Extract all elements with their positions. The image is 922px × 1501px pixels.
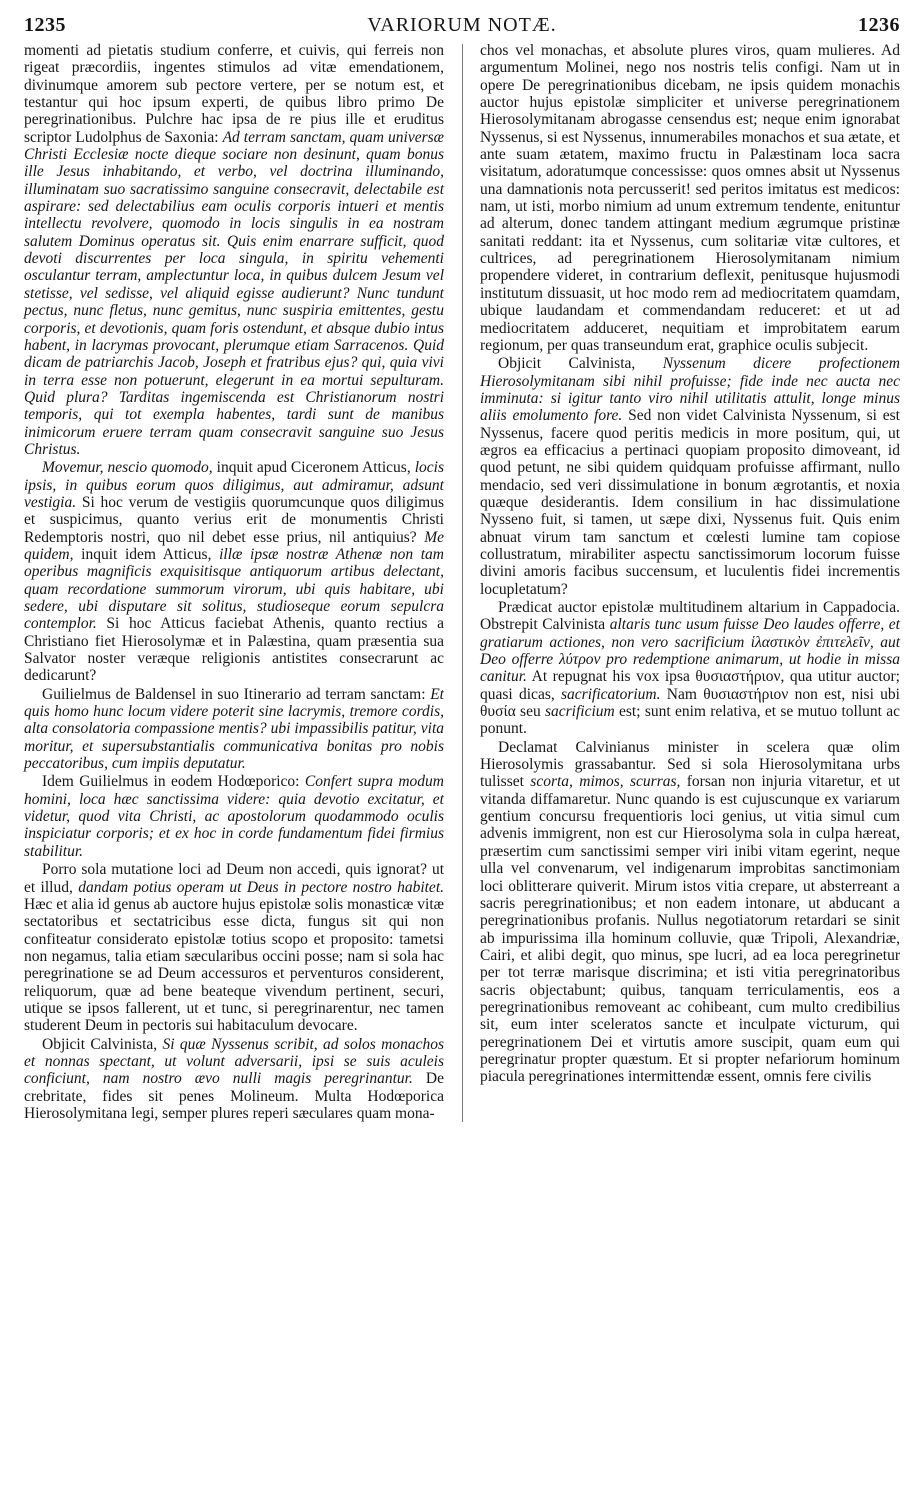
paragraph	[480, 355, 900, 598]
left-column	[24, 42, 444, 1122]
italic-text: scorta, mimos, scurras,	[530, 773, 681, 791]
text-run: Prædicat auctor epistolæ multitudinem altarium in Cappadocia. Obstrepit Calvinista	[480, 599, 900, 634]
running-header	[24, 8, 900, 42]
italic-text: sacrificatorium.	[561, 685, 661, 703]
text-run: Idem Guilielmus in eodem Hodœporico:	[42, 773, 305, 791]
text-run: Si hoc Atticus faciebat Athenis, quanto rectius a Christiano fiet Hierosolymæ et in Palæstina, quam præsentia sua Salvator noster veræque religionis antistites consecrarunt ac dedicarunt?	[24, 615, 444, 685]
left-page-number: 1235	[24, 14, 66, 36]
running-title: VARIORUM NOTÆ.	[367, 14, 557, 36]
text-run: Declamat Calvinianus minister in scelera quæ olim Hierosolymis grassabantur. Sed si sola Hierosolymitana urbs tulisset	[480, 738, 900, 791]
paragraph	[24, 459, 444, 684]
paragraph	[24, 861, 444, 1034]
text-run: At repugnat his vox ipsa θυσιαστήριον, qua utitur auctor; quasi dicas,	[480, 668, 900, 703]
text-run: est; sunt enim relativa, et se mutuo tollunt ac ponunt.	[480, 703, 900, 738]
italic-text: Ad terram sanctam, quam universæ Christi Ecclesiæ nocte dieque sociare non desinunt, quam bonus ille Jesus inhabitando, et verbo, vel doctrina illuminando, illuminatam suo sacratissimo sanguine consecravit, delectabile est aspirare: sed delectabilius eam oculis corporis intueri et mentis intellectu revolvere, quomodo in locis singulis in ea nostram salutem Dominus operatus sit. Quis enim enarrare sufficit, quod devoti discurrentes per loca singula, in spiritu vehementi osculantur terram, amplectuntur loca, in quibus dulcem Jesum vel stetisse, vel sedisse, vel aliquid egisse audierunt? Nunc tundunt pectus, nunc fletus, nunc gemitus, nunc suspiria emittentes, gestu corporis, et devotionis, quam foris ostendunt, et absque dubio intus habent, in lacrymas provocant, plerumque etiam Sarracenos. Quid dicam de patriarchis Jacob, Joseph et fratribus ejus? qui, quia vivi in terra esse non potuerunt, elegerunt in ea mortui sepulturam. Quid plura? Tarditas ingemiscenda est Christianorum nostri temporis, qui tot exempla habentes, tardi sunt de manibus inimicorum eruere terram quam consecravit sanguine suo Jesus Christus.	[24, 128, 444, 458]
paragraph	[24, 42, 444, 458]
italic-text: Me quidem,	[24, 528, 444, 563]
paragraph	[24, 773, 444, 860]
text-run: inquit idem Atticus,	[73, 545, 220, 563]
italic-text: Nyssenum dicere profectionem Hierosolymitanam sibi nihil profuisse; fide inde nec aucta nec imminuta: si igitur tanto viro nihil utilitatis attulit, longe minus aliis emolumento fore.	[480, 355, 900, 425]
column-divider	[462, 44, 463, 1122]
italic-text: dandam potius operam ut Deus in pectore nostro habitet.	[78, 878, 444, 896]
text-run: De crebritate, fides sit penes Molineum. Multa Hodœporica Hierosolymitana legi, semper plures reperi sæculares quam mona-	[24, 1070, 444, 1122]
paragraph	[24, 686, 444, 773]
italic-text: illæ ipsæ nostræ Athenæ non tam operibus magnificis exquisitisque antiquorum artibus delectant, quam recordatione summorum virorum, ubi quis habitare, ubi sedere, ubi disputare sit solitus, studioseque eorum sepulcra contemplor.	[24, 545, 444, 633]
paragraph	[480, 42, 900, 354]
text-run: Objicit Calvinista,	[42, 1035, 163, 1053]
right-page-number: 1236	[858, 14, 900, 36]
italic-text: sacrificium	[544, 703, 615, 721]
text-run: Porro sola mutatione loci ad Deum non accedi, quis ignorat? ut et illud,	[24, 861, 444, 896]
paragraph	[480, 739, 900, 1086]
right-column	[480, 42, 900, 1122]
text-run: forsan non injuria vitaretur, et ut vitanda diffamaretur. Nunc quando is est cujuscunque ex variarum gentium concursu frequentioris loci genius, ut vitia simul cum advenis immigrent, non est cur Hierosolyma sola in culpa hæreat, præsertim cum sanctissimi semper viri inibi vitam egerint, neque ulla vel convenarum, vel indigenarum improbitas sanctimoniam loci oblitterare quiverit. Mirum istos vitia crepare, ut absterreant a sacris peregrinationibus; et non eadem intonare, ut abducant a peregrinationibus profanis. Nullus negotiatorum retardari se sinit ab impurissima illa hominum colluvie, quæ Tripoli, Alexandriæ, Cairi, et alibi degit, quo minus, spe lucri, ad ea loca peregrinetur per tot terræ marisque discrimina; et isti vitia peregrinatoribus sacris objectabunt; quibus, tanquam terriculamentis, eos a peregrinationibus removeant ac cohibeant, cum multo credibilius sit, eum inter sceleratos sancte et inculpate victurum, qui peregrinationem Dei et virtutis amore suscipit, quam eum qui peregrinatur propter quæstum. Et si propter nefariorum hominum piacula peregrinationes intermittendæ essent, omnis fere civilis	[480, 773, 901, 1086]
text-run: Hæc et alia id genus ab auctore hujus epistolæ solis monasticæ vitæ sectatoribus et sectatricibus esse dicta, fungus sit qui non confiteatur considerato epistolæ totius scopo et proposito: tametsi non negamus, talia etiam sæcularibus occini posse; nam si sola hac peregrinatione se ad Deum accessuros et perventuros considerent, reliquorum, quæ ad bene beateque vivendum pertinent, securi, utique se ipsos fallerent, ut et tunc, si peregrinarentur, nec tamen studerent Deum in pectoris sui habitaculum devocare.	[24, 895, 444, 1035]
text-columns	[24, 42, 900, 1122]
text-run: inquit apud Ciceronem Atticus,	[212, 459, 415, 477]
text-run: Objicit Calvinista,	[498, 355, 663, 373]
text-run: momenti ad pietatis studium conferre, et cuivis, qui ferreis non rigeat præcordiis, ingentes stimulos ad vitæ emendationem, divinumque amorem sub pectore vertere, per se notum est, et testantur qui hoc ipsum experti, de quibus libro primo De peregrinationibus. Pulchre hac ipsa de re pius ille et eruditus scriptor Ludolphus de Saxonia:	[24, 42, 444, 146]
italic-text: Si quæ Nyssenus scribit, ad solos monachos et nonnas spectant, ut volunt adversarii, ipsi se suis aculeis conficiunt, nam nostro ævo nulli magis peregrinantur.	[24, 1035, 444, 1088]
italic-text: altaris tunc usum fuisse Deo laudes offerre, et gratiarum actiones, non vero sacrificium ἱλαστικὸν ἐπιτελεῖν, aut Deo offerre λύτρον pro redemptione animarum, ut hodie in missa canitur.	[480, 616, 900, 686]
text-run: Nam θυσιαστήριον non est, nisi ubi θυσία seu	[480, 685, 900, 721]
paragraph	[480, 599, 900, 738]
italic-text: Et quis homo hunc locum videre poterit sine lacrymis, tremore cordis, alta consolatoria compassione mentis? ubi impassibilis patitur, vita moritur, et supersubstantialis communicativa bonitas pro nobis peccatoribus, cum impiis deputatur.	[24, 685, 444, 773]
italic-text: Movemur, nescio quomodo,	[42, 459, 213, 477]
text-run: chos vel monachas, et absolute plures viros, quam mulieres. Ad argumentum Molinei, nego nos nostris telis configi. Nam ut in opere De peregrinationibus dicebam, ne ipsis quidem monachis auctor hujus epistolæ simpliciter et universe peregrinationem Hierosolymitanam abrogasse censendus est; neque enim ignorabat Nyssenus, si est Nyssenus, innumerabiles monachos et sua ætate, et ante suam ætatem, maximo fructu in Palæstinam loca sacra visitatum, adoratumque concessisse: quos omnes absit ut Nyssenus una damnationis nota percusserit! sed peritos imitatus est medicos: nam, ut isti, morbo nimium ad unum extremum tendente, enituntur ad alterum, donec tandem attingant medium ægrumque pristinæ sanitati reddant: ita et Nyssenus, cum solitariæ vitæ cultores, et cultrices, ad peregrinationem Hierosolymitanam nimium propendere videret, in contrarium deflexit, penitusque hujusmodi institutum dissuasit, ut hoc modo rem ad mediocritatem quamdam, ubique laudandam et commendandam reduceret: et ut ad mediocritatem adduceret, nequitiam et improbitatem earum regionum, per quas transeundum erat, graphice oculis subjecit.	[480, 42, 900, 354]
text-run: Guilielmus de Baldensel in suo Itinerario ad terram sanctam:	[42, 685, 431, 703]
italic-text: locis ipsis, in quibus eorum quos diligimus, aut admiramur, adsunt vestigia.	[24, 459, 444, 511]
italic-text: Confert supra modum homini, loca hæc sanctissima videre: quia devotio excitatur, et videtur, quod vita Christi, ac apostolorum quodammodo oculis inspiciatur corporis; et ex hoc in corde fundamentum fidei firmius stabilitur.	[24, 773, 444, 860]
paragraph	[24, 1036, 444, 1123]
text-run: Si hoc verum de vestigiis quorumcunque quos diligimus et suspicimus, quanto verius erit de monumentis Christi Redemptoris nostri, quo nil debet esse prius, nil antiquius?	[24, 493, 444, 546]
text-run: Sed non videt Calvinista Nyssenum, si est Nyssenus, facere quod peritis medicis in more positum, qui, ut ægros ea efficacius a pertinaci quopiam proposito dimoveant, id quod petunt, ne sibi quidem quidquam profuisse affirmant, nullo mendacio, sed veri dissimulatione in bonum ægrotantis, et noxia quæque desiderantis. Idem consilium in hac dissimulatione Nysseno fuit, si tamen, ut sæpe dixi, Nyssenus fuit. Quis enim abnuat virum tam sanctum et cœlesti lumine tam copiose collustratum, mirabiliter aspectu sanctissimorum locorum fuisse divini amoris facibus succensum, et luculentis fidei incrementis locupletatum?	[480, 407, 900, 598]
